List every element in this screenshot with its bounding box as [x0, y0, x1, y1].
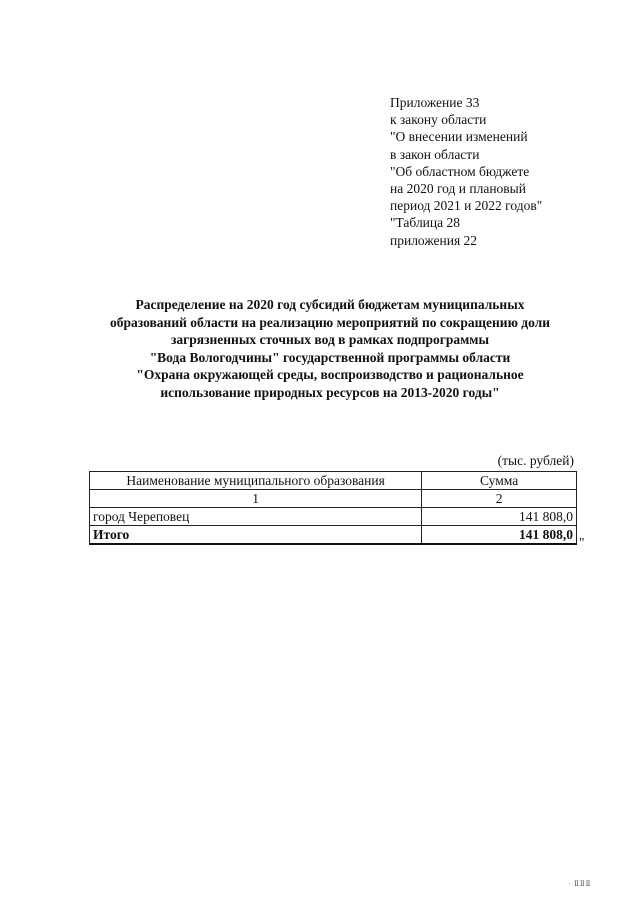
appendix-line: "Об областном бюджете	[390, 163, 530, 179]
title-line: образований области на реализацию мероприятий по сокращению доли	[109, 314, 551, 330]
title-line: "Вода Вологодчины" государственной программы области	[149, 349, 511, 365]
column-header-municipality: Наименование муниципального образования	[90, 472, 422, 490]
municipality-name: город Череповец	[90, 508, 422, 526]
title-line: использование природных ресурсов на 2013-2020 годы"	[160, 384, 500, 400]
appendix-line: к закону области	[390, 112, 487, 128]
appendix-line: Приложение 33	[390, 95, 480, 110]
appendix-reference	[390, 94, 620, 249]
column-number-row	[90, 490, 577, 508]
table-row	[90, 508, 577, 526]
appendix-line: "О внесении изменений	[390, 129, 528, 145]
title-line: "Охрана окружающей среды, воспроизводство и рациональное	[136, 367, 524, 383]
total-label: Итого	[90, 526, 422, 545]
appendix-line: период 2021 и 2022 годов"	[390, 198, 543, 214]
appendix-line: на 2020 год и плановый	[390, 181, 526, 197]
appendix-line: "Таблица 28	[390, 215, 460, 231]
scan-mark: · ⅡⅡⅡ	[568, 880, 592, 888]
total-row	[90, 526, 577, 545]
table-header-row	[90, 472, 577, 490]
appendix-line: приложения 22	[390, 232, 478, 248]
column-number: 2	[422, 490, 577, 508]
appendix-line: в закон области	[390, 146, 480, 162]
subsidy-amount: 141 808,0	[422, 508, 577, 526]
column-number: 1	[90, 490, 422, 508]
title-line: Распределение на 2020 год субсидий бюджетам муниципальных	[135, 297, 525, 312]
subsidy-table	[89, 471, 577, 545]
column-header-sum: Сумма	[422, 472, 577, 490]
units-label: (тыс. рублей)	[497, 453, 574, 468]
total-amount: 141 808,0	[422, 526, 577, 545]
document-title	[60, 296, 600, 402]
title-line: загрязненных сточных вод в рамках подпрограммы	[170, 332, 490, 348]
closing-quote: "	[579, 535, 585, 550]
